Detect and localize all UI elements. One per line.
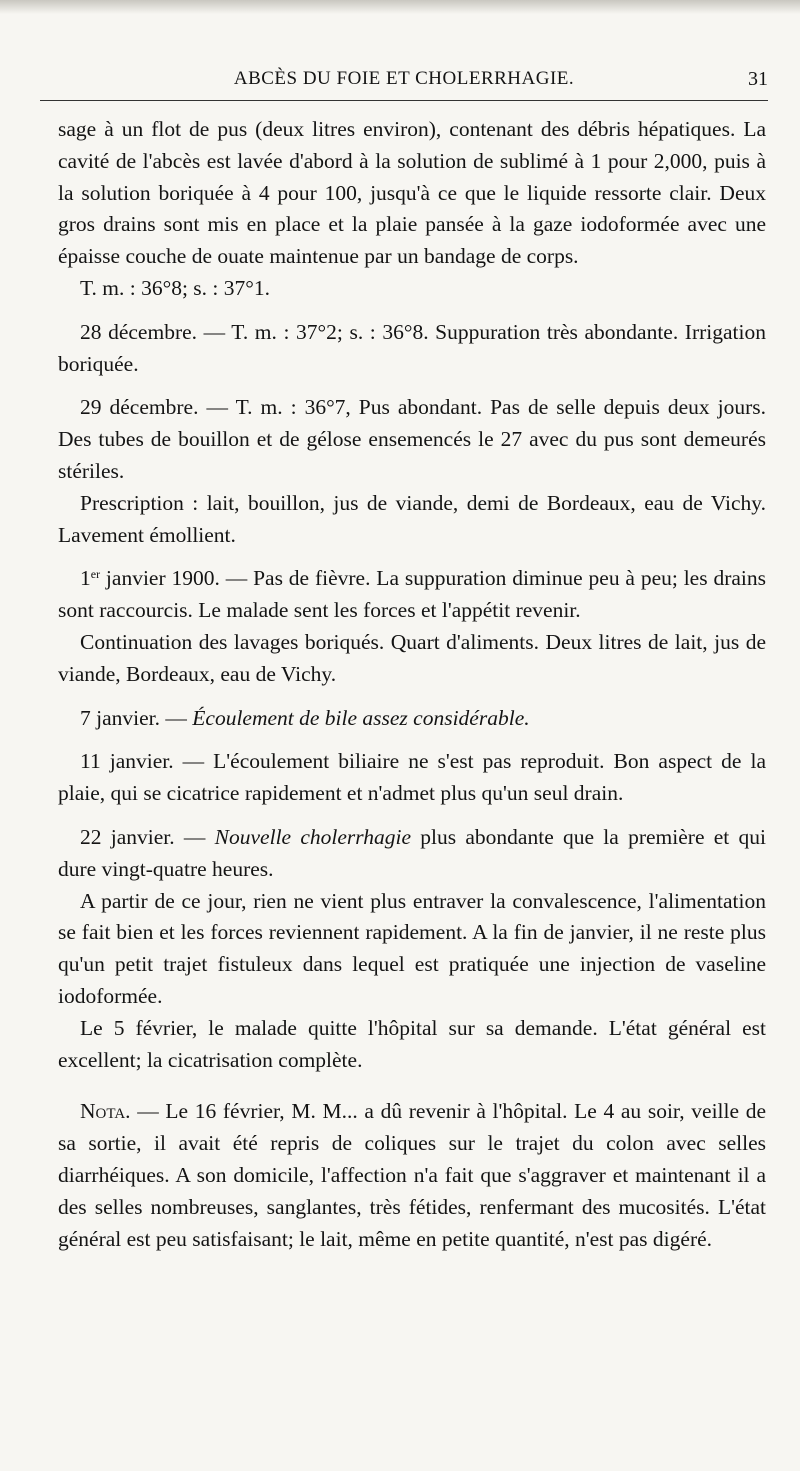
- header-rule: [40, 100, 768, 101]
- paragraph-convalescence: A partir de ce jour, rien ne vient plus entraver la convalescence, l'alimentation se fait bien et les forces reviennent rapidement. A la fin de janvier, il ne reste plus qu'un petit trajet fistuleux dans lequel est pratiquée une injection de vaseline iodoformée.: [58, 888, 766, 1008]
- date-lead: 7 janvier. —: [80, 705, 193, 730]
- paragraph-7-janvier: [58, 703, 766, 735]
- paragraph-continuation: Continuation des lavages boriqués. Quart d'aliments. Deux litres de lait, jus de viande, Bordeaux, eau de Vichy.: [58, 629, 766, 686]
- paragraph-29-decembre: 29 décembre. — T. m. : 36°7, Pus abondant. Pas de selle depuis deux jours. Des tubes de bouillon et de gélose ensemencés le 27 avec du pus sont demeurés stériles.: [58, 395, 766, 483]
- paragraph-5-fevrier: Le 5 février, le malade quitte l'hôpital sur sa demande. L'état général est excellent; la cicatrisation complète.: [58, 1015, 766, 1072]
- page-top-shadow: [0, 0, 800, 14]
- paragraph-prescription: Prescription : lait, bouillon, jus de viande, demi de Bordeaux, eau de Vichy. Lavement émollient.: [58, 490, 766, 547]
- date-lead: 22 janvier. —: [80, 824, 215, 849]
- paragraph-temperature: T. m. : 36°8; s. : 37°1.: [80, 275, 270, 300]
- day-number: 1: [80, 566, 91, 591]
- paragraph-nota: [58, 1096, 766, 1255]
- running-title: ABCÈS DU FOIE ET CHOLERRHAGIE.: [233, 68, 575, 89]
- ordinal-superscript: er: [90, 567, 101, 582]
- italic-note: Nouvelle cholerrhagie: [214, 824, 412, 849]
- paragraph-operation: sage à un flot de pus (deux litres environ), contenant des débris hépatiques. La cavité de l'abcès est lavée d'abord à la solution de sublimé à 1 pour 2,000, puis à la solution boriquée à 4 pour 100, jusqu'à ce que le liquide ressorte clair. Deux gros drains sont mis en place et la plaie pansée à la gaze iodoformée avec une épaisse couche de ouate maintenue par un bandage de corps.: [58, 117, 766, 269]
- paragraph-1-janvier-text: janvier 1900. — Pas de fièvre. La suppuration diminue peu à peu; les drains sont raccourcis. Le malade sent les forces et l'appétit revenir.: [58, 566, 766, 623]
- nota-text: — Le 16 février, M. M... a dû revenir à l'hôpital. Le 4 au soir, veille de sa sortie, il avait été repris de coliques sur le trajet du colon avec selles diarrhéiques. A son domicile, l'affection n'a fait que s'aggraver et maintenant il a des selles nombreuses, sanglantes, très fétides, renfermant des mucosités. L'état général est peu satisfaisant; le lait, même en petite quantité, n'est pas digéré.: [58, 1099, 766, 1251]
- paragraph-1-janvier: [58, 563, 766, 627]
- paragraph-22-janvier: [58, 822, 766, 886]
- paragraph-11-janvier: 11 janvier. — L'écoulement biliaire ne s'est pas reproduit. Bon aspect de la plaie, qui se cicatrice rapidement et n'admet plus qu'un seul drain.: [58, 749, 766, 806]
- nota-label: Nota.: [80, 1099, 131, 1124]
- page-header: [40, 68, 768, 108]
- page-number: 31: [748, 68, 768, 90]
- body-text: [58, 114, 766, 1255]
- paragraph-22-janvier-text: plus abondante que la première et qui dure vingt-quatre heures.: [58, 824, 766, 881]
- italic-note: Écoulement de bile assez considérable.: [192, 705, 530, 730]
- paragraph-28-decembre: 28 décembre. — T. m. : 37°2; s. : 36°8. Suppuration très abondante. Irrigation boriquée.: [58, 319, 766, 376]
